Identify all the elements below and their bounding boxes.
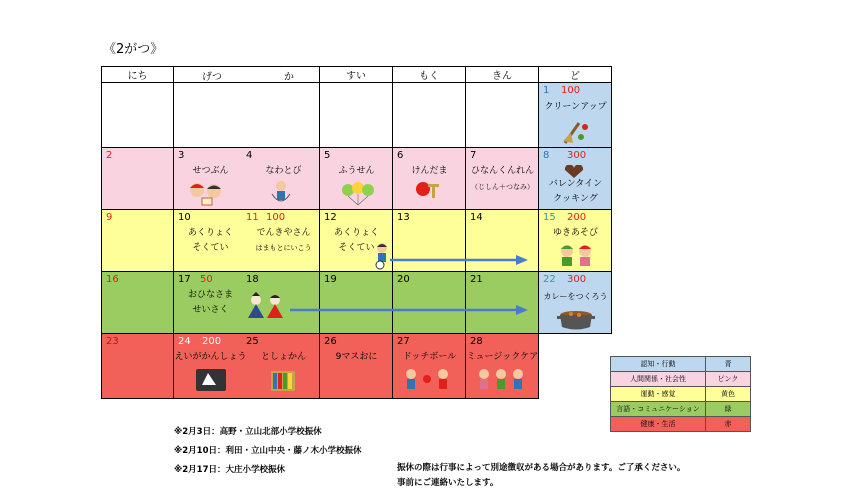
- legend-color: 赤: [706, 417, 751, 432]
- day-number: 5: [324, 150, 331, 161]
- event-label: せつぶん: [192, 166, 229, 176]
- balloon-illustration: [340, 180, 376, 206]
- day-number: 22: [543, 274, 556, 285]
- day-number: 8: [543, 150, 550, 161]
- legend-area: 運動・感覚: [611, 387, 706, 402]
- page-title: 《2がつ》: [103, 42, 164, 57]
- day-cell-26: [320, 334, 393, 399]
- points-badge: 200: [567, 212, 587, 223]
- event-label: ゆきあそび: [552, 228, 598, 238]
- day-cell-2: [102, 148, 174, 210]
- day-cell-empty: [320, 83, 393, 148]
- event-label: えいがかんしょう: [174, 352, 247, 362]
- hina-dolls-illustration: [246, 292, 286, 322]
- day-cell-empty: [174, 83, 320, 148]
- dodgeball-illustration: [403, 367, 453, 393]
- day-cell-22: [539, 272, 612, 334]
- day-cell-10-11: [174, 210, 320, 272]
- event-label: バレンタイン: [548, 179, 603, 189]
- snow-play-illustration: [557, 242, 595, 268]
- day-cell-empty: [539, 334, 612, 399]
- day-number: 18: [246, 274, 259, 285]
- weekday-header-fri: きん: [466, 67, 539, 83]
- event-label: あくりょく: [333, 228, 379, 238]
- day-cell-16: [102, 272, 174, 334]
- event-label: でんきやさん: [256, 228, 311, 238]
- day-cell-17-18: [174, 272, 320, 334]
- day-cell-empty: [102, 83, 174, 148]
- day-cell-27: [393, 334, 466, 399]
- day-cell-6: [393, 148, 466, 210]
- day-cell-1: [539, 83, 612, 148]
- day-number: 9: [106, 212, 113, 223]
- day-number: 27: [397, 336, 410, 347]
- day-number: 7: [470, 150, 477, 161]
- day-number: 2: [106, 150, 113, 161]
- day-cell-empty: [393, 83, 466, 148]
- event-label: おひなさま: [187, 290, 233, 300]
- legend-area: 認知・行動: [611, 357, 706, 372]
- event-label: ふうせん: [338, 166, 375, 176]
- movie-illustration: [194, 367, 228, 393]
- legend-color: 緑: [706, 402, 751, 417]
- setsubun-illustration: [188, 180, 224, 206]
- day-number: 23: [106, 336, 119, 347]
- event-label: そくてい: [192, 243, 229, 253]
- day-cell-empty: [466, 83, 539, 148]
- day-number: 1: [543, 85, 550, 96]
- kendama-illustration: [413, 180, 443, 200]
- points-badge: 200: [202, 336, 222, 347]
- day-cell-12: [320, 210, 393, 272]
- event-label: としょかん: [260, 352, 306, 362]
- school-holiday-notes: [174, 423, 362, 480]
- day-number: 3: [178, 150, 185, 161]
- day-cell-7: [466, 148, 539, 210]
- day-number: 20: [397, 274, 410, 285]
- notice-line: 振休の際は行事によって別途徴収がある場合があります。ご了承ください。: [397, 463, 686, 473]
- legend-area: 人間関係・社会性: [611, 372, 706, 387]
- day-cell-19: [320, 272, 393, 334]
- legend-color: ピンク: [706, 372, 751, 387]
- notice-line: 事前にご連絡いたします。: [397, 478, 499, 488]
- notice-text: [397, 461, 685, 491]
- day-number: 16: [106, 274, 119, 285]
- points-badge: 300: [567, 274, 587, 285]
- weekday-header-sun: にち: [102, 67, 174, 83]
- weekday-header-mon-tue: [174, 67, 320, 83]
- day-cell-23: [102, 334, 174, 399]
- event-label: ドッチボール: [402, 352, 457, 362]
- library-illustration: [270, 367, 296, 393]
- calendar-grid: [101, 66, 612, 399]
- jumprope-illustration: [270, 180, 292, 206]
- day-number: 14: [470, 212, 483, 223]
- day-cell-9: [102, 210, 174, 272]
- color-legend: [610, 356, 751, 432]
- day-number: 13: [397, 212, 410, 223]
- event-label: あくりょく: [187, 228, 233, 238]
- music-care-illustration: [476, 367, 526, 393]
- event-label: クリーンアップ: [544, 102, 607, 112]
- event-label: なわとび: [265, 166, 302, 176]
- day-number: 15: [543, 212, 556, 223]
- day-cell-8: [539, 148, 612, 210]
- weekday-header-mon: げつ: [202, 72, 222, 83]
- day-number: 26: [324, 336, 337, 347]
- weekday-header-thu: もく: [393, 67, 466, 83]
- day-number: 28: [470, 336, 483, 347]
- weekday-header-wed: すい: [320, 67, 393, 83]
- legend-area: 健康・生活: [611, 417, 706, 432]
- event-label: ミュージックケア: [466, 352, 539, 362]
- day-cell-20: [393, 272, 466, 334]
- day-number: 6: [397, 150, 404, 161]
- event-label: カレーをつくろう: [543, 292, 608, 301]
- day-number: 17: [178, 274, 191, 285]
- event-label: けんだま: [411, 166, 448, 176]
- curry-pot-illustration: [557, 305, 595, 331]
- grip-test-illustration: [372, 242, 392, 270]
- event-label: そくてい: [338, 243, 375, 253]
- continuation-arrow-week3: [390, 254, 530, 266]
- event-label: はまもとにいこう: [255, 244, 312, 252]
- day-number: 12: [324, 212, 337, 223]
- day-number: 21: [470, 274, 483, 285]
- event-label: 9マスおに: [335, 352, 378, 362]
- cleanup-illustration: [561, 119, 593, 145]
- day-number: 24: [178, 336, 191, 347]
- day-cell-21: [466, 272, 539, 334]
- day-cell-28: [466, 334, 539, 399]
- day-number: 25: [246, 336, 259, 347]
- day-cell-15: [539, 210, 612, 272]
- note-line: ※2月10日：利田・立山中央・藤ノ木小学校振休: [174, 446, 362, 456]
- event-label: ひなんくんれん: [470, 166, 534, 176]
- note-line: ※2月3日：高野・立山北部小学校振休: [174, 427, 322, 437]
- day-number: 19: [324, 274, 337, 285]
- day-number: 11: [246, 212, 259, 223]
- event-label: クッキング: [553, 194, 598, 204]
- day-number: 4: [246, 150, 253, 161]
- legend-color: 青: [706, 357, 751, 372]
- weekday-header-tue: か: [284, 72, 294, 83]
- weekday-header-sat: ど: [539, 67, 612, 83]
- event-sublabel: （じしん＋つなみ）: [471, 183, 534, 191]
- points-badge: 100: [266, 212, 286, 223]
- day-number: 10: [178, 212, 191, 223]
- points-badge: 50: [200, 274, 213, 285]
- legend-area: 言語・コミュニケーション: [611, 402, 706, 417]
- points-badge: 100: [561, 85, 581, 96]
- day-cell-3-4: [174, 148, 320, 210]
- legend-color: 黄色: [706, 387, 751, 402]
- event-label: せいさく: [192, 305, 229, 315]
- points-badge: 300: [567, 150, 587, 161]
- day-cell-5: [320, 148, 393, 210]
- note-line: ※2月17日：大庄小学校振休: [174, 465, 286, 475]
- day-cell-24-25: [174, 334, 320, 399]
- continuation-arrow-week4: [290, 304, 530, 316]
